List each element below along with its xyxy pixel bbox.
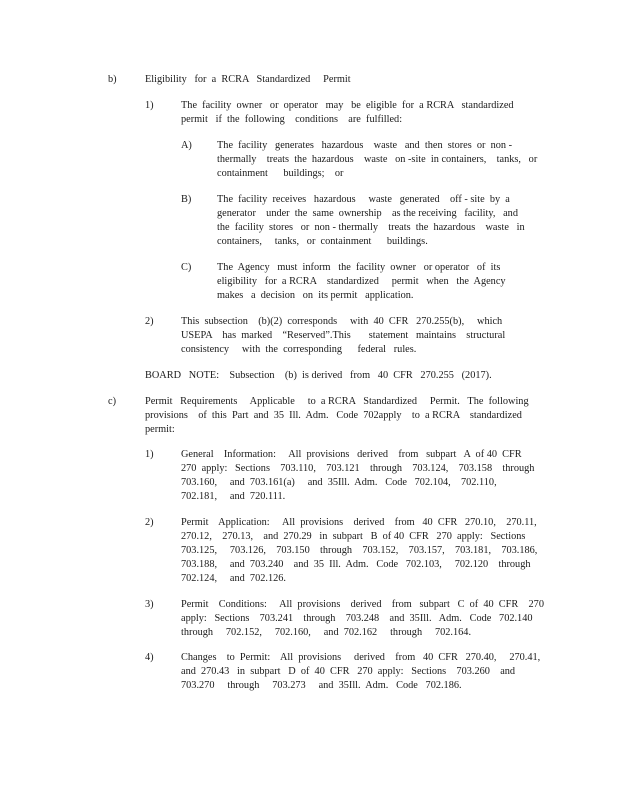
b-item1-marker: 1) — [145, 100, 154, 111]
text-line: provisions of this Part and 35 Ill. Adm. Code 702apply to a RCRA standardized — [145, 410, 522, 421]
text-line: through 702.152, 702.160, and 702.162 through 702.164. — [181, 627, 472, 638]
text-line: The facility owner or operator may be eligible for a RCRA standardized — [181, 100, 514, 111]
text-line: 270 apply: Sections 703.110, 703.121 through 703.124, 703.158 through — [181, 463, 535, 474]
text-line: 702.181, and 720.111. — [181, 491, 286, 502]
b-item1-text — [181, 99, 514, 127]
text-line: 703.125, 703.126, 703.150 through 703.152, 703.157, 703.181, 703.186, — [181, 545, 538, 556]
text-line: Permit Application: All provisions derived from 40 CFR 270.10, 270.11, — [181, 517, 537, 528]
c-item3-marker: 3) — [145, 599, 154, 610]
board-note-text: BOARD NOTE: Subsection (b) is derived from 40 CFR 270.255 (2017). — [145, 370, 492, 381]
b-item1-B-marker: B) — [181, 194, 192, 205]
b-item1-B-text — [217, 193, 525, 249]
text-line: permit if the following conditions are fulfilled: — [181, 114, 403, 125]
text-line: 703.188, and 703.240 and 35 Ill. Adm. Code 702.103, 702.120 through — [181, 559, 531, 570]
text-line: This subsection (b)(2) corresponds with 40 CFR 270.255(b), which — [181, 316, 503, 327]
c-item4-text — [181, 651, 540, 693]
section-b-heading — [145, 73, 351, 87]
c-item3-text — [181, 598, 544, 640]
text-line: The Agency must inform the facility owner or operator of its — [217, 262, 501, 273]
text-line: The facility generates hazardous waste and then stores or non - — [217, 140, 513, 151]
text-line: consistency with the corresponding federal rules. — [181, 344, 417, 355]
text-line: containment buildings; or — [217, 168, 344, 179]
b-item2-text — [181, 315, 505, 357]
b-item1-C-text — [217, 261, 506, 303]
b-item1-A-marker: A) — [181, 140, 192, 151]
c-item4-marker: 4) — [145, 652, 154, 663]
text-line: 703.270 through 703.273 and 35Ill. Adm. Code 702.186. — [181, 680, 462, 691]
b-item1-A-text — [217, 139, 537, 181]
b-item1-C-marker: C) — [181, 262, 192, 273]
text-line: permit: — [145, 424, 175, 435]
section-b-marker: b) — [108, 74, 117, 85]
text-line: generator under the same ownership as the receiving facility, and — [217, 208, 518, 219]
text-line: General Information: All provisions derived from subpart A of 40 CFR — [181, 449, 522, 460]
text-line: The facility receives hazardous waste generated off - site by a — [217, 194, 510, 205]
text-line: 703.160, and 703.161(a) and 35Ill. Adm. Code 702.104, 702.110, — [181, 477, 497, 488]
text-line: 270.12, 270.13, and 270.29 in subpart B of 40 CFR 270 apply: Sections — [181, 531, 526, 542]
text-line: makes a decision on its permit application. — [217, 290, 414, 301]
text-line: the facility stores or non - thermally treats the hazardous waste in — [217, 222, 525, 233]
section-c-intro — [145, 395, 529, 437]
c-item2-marker: 2) — [145, 517, 154, 528]
c-item1-marker: 1) — [145, 449, 154, 460]
text-line: Changes to Permit: All provisions derived from 40 CFR 270.40, 270.41, — [181, 652, 541, 663]
text-line: Permit Requirements Applicable to a RCRA Standardized Permit. The following — [145, 396, 529, 407]
text-line: 702.124, and 702.126. — [181, 573, 286, 584]
text-line: USEPA has marked “Reserved”.This statement maintains structural — [181, 330, 506, 341]
text-line: apply: Sections 703.241 through 703.248 and 35Ill. Adm. Code 702.140 — [181, 613, 533, 624]
text-line: eligibility for a RCRA standardized permit when the Agency — [217, 276, 506, 287]
c-item2-text — [181, 516, 537, 586]
section-c-marker: c) — [108, 396, 116, 407]
b-item2-marker: 2) — [145, 316, 154, 327]
c-item1-text — [181, 448, 534, 504]
text-line: and 270.43 in subpart D of 40 CFR 270 apply: Sections 703.260 and — [181, 666, 516, 677]
section-b-heading-text: Eligibility for a RCRA Standardized Permit — [145, 74, 351, 85]
text-line: thermally treats the hazardous waste on -site in containers, tanks, or — [217, 154, 538, 165]
text-line: Permit Conditions: All provisions derived from subpart C of 40 CFR 270 — [181, 599, 544, 610]
board-note — [145, 369, 492, 383]
text-line: containers, tanks, or containment buildings. — [217, 236, 428, 247]
